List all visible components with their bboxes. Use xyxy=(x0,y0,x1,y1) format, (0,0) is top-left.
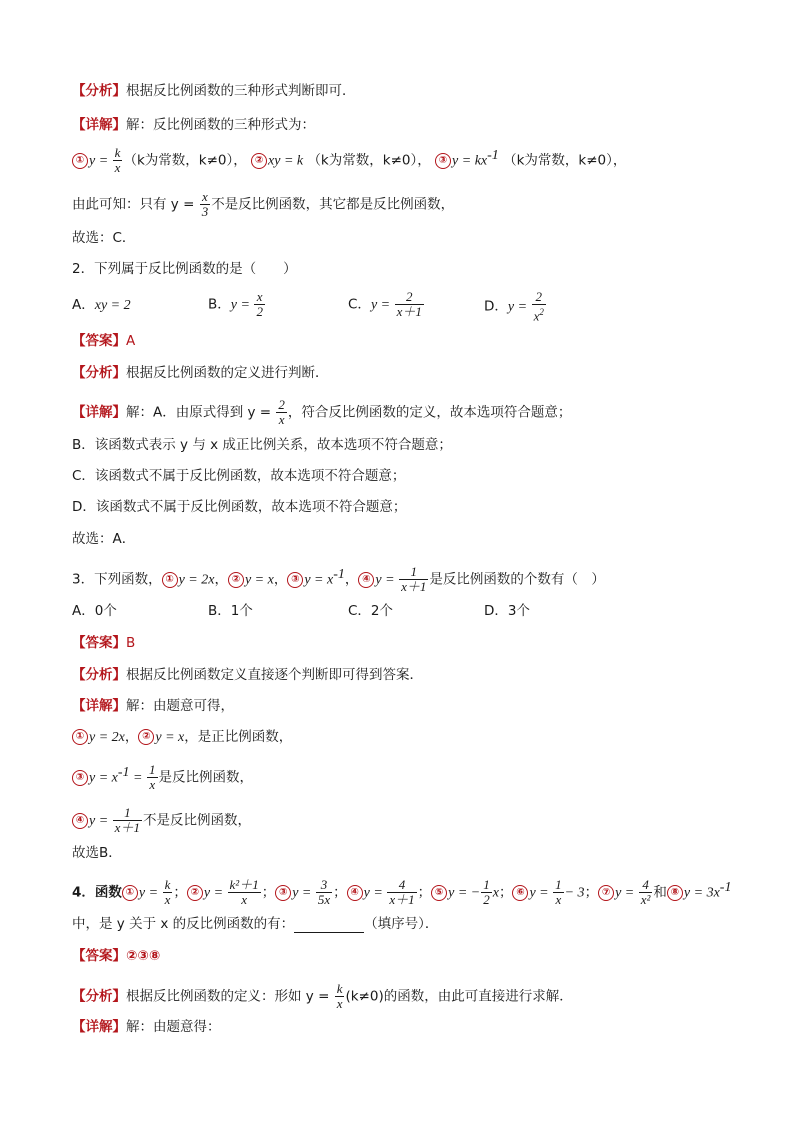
q2-answer: A xyxy=(126,333,136,349)
q3-analysis-line: 【分析】根据反比例函数定义直接逐个判断即可得到答案． xyxy=(72,667,423,683)
q4-stem-line-2: 中，是 y 关于 x 的反比例函数的有： （填序号）． xyxy=(72,916,439,932)
circled-1: ① xyxy=(72,153,88,169)
q2-line-c: C．该函数式不属于反比例函数，故本选项不符合题意； xyxy=(72,468,406,484)
q3-step-2: ③ $y = x^{-1}$ = $\frac{1}{x}$ 是反比例函数， xyxy=(72,763,253,792)
q3-option-a: A．0个 xyxy=(72,603,117,619)
q2-analysis-line: 【分析】根据反比例函数的定义进行判断． xyxy=(72,365,329,381)
detail-line-1: 【详解】解：反比例函数的三种形式为： xyxy=(72,117,315,133)
circled-3: ③ xyxy=(435,153,451,169)
q2-line-b: B．该函数式表示 y 与 x 成正比例关系，故本选项不符合题意； xyxy=(72,437,452,453)
q2-option-d: D．y = $\frac{2}{x^2}$ xyxy=(484,289,544,324)
q3-answer: B xyxy=(126,635,136,651)
q3-option-d: D．3个 xyxy=(484,603,530,619)
analysis-line-1: 【分析】根据反比例函数的三种形式判断即可． xyxy=(72,83,356,99)
analysis-tag: 【分析】 xyxy=(72,83,126,99)
q2-answer-line: 【答案】A xyxy=(72,333,136,349)
q3-options xyxy=(72,602,722,622)
q2-option-a: A．xy = 2 xyxy=(72,297,131,313)
choose-line-1: 故选：C． xyxy=(72,230,136,246)
answer-blank[interactable] xyxy=(294,918,364,933)
q2-option-b: B．y = $\frac{x}{2}$ xyxy=(208,289,263,319)
q2-stem: 2．下列属于反比例函数的是（ ） xyxy=(72,261,297,277)
conclusion-line: 由此可知：只有 y = $\frac{x}{3}$ 不是反比例函数，其它都是反比例函数， xyxy=(72,189,455,219)
q3-stem: 3．下列函数， ① y = 2x， ② y = x， ③ $y = x^{-1}$， ④ y = $\frac{1}{x+1}$ 是反比例函数的个数有（ ） xyxy=(72,564,605,594)
q2-line-d: D．该函数式不属于反比例函数，故本选项不符合题意； xyxy=(72,499,407,515)
q3-choose: 故选B． xyxy=(72,845,122,861)
q2-options xyxy=(72,290,722,326)
q3-option-b: B．1个 xyxy=(208,603,253,619)
q3-detail-line: 【详解】解：由题意可得， xyxy=(72,698,234,714)
fraction: $\frac{k}{x}$ xyxy=(114,145,121,175)
q3-option-c: C．2个 xyxy=(348,603,394,619)
q3-step-3: ④ y = $\frac{1}{x+1}$ 不是反比例函数， xyxy=(72,806,251,835)
q4-analysis-line: 【分析】根据反比例函数的定义：形如 y = $\frac{k}{x}$ (k≠0)的函数，由此可直接进行求解． xyxy=(72,981,573,1011)
fraction: $\frac{x}{3}$ xyxy=(201,189,209,219)
q3-answer-line: 【答案】B xyxy=(72,635,136,651)
q4-detail-line: 【详解】解：由题意得： xyxy=(72,1019,221,1035)
q4-stem-line-1: 4．函数 ① y = $\frac{k}{x}$ ； ② y = $\frac{\text{k²＋1}}{x}$ ； ③ y = $\frac{3}{5x}$ ； ④ y = $\frac{4}{x+1}$ ； ⑤ y = − $\frac{1}{2}$ x； ⑥ y = $\frac{1}{x}$ − 3； ⑦ y = $\frac{4}{\text{x²}}$ 和 ⑧ $y = 3x^{-1}$ xyxy=(72,877,732,907)
q4-answer-line: 【答案】②③⑧ xyxy=(72,948,161,964)
q2-detail-line: 【详解】解：A．由原式得到 y = $\frac{2}{x}$ ，符合反比例函数的定义，故本选项符合题意； xyxy=(72,397,572,427)
three-forms-line: ① y = $\frac{k}{x}$ （k为常数，k≠0）， ② xy = k （k为常数，k≠0）， ③ $y = kx^{-1}$ （k为常数，k≠0）， xyxy=(72,146,626,175)
circled-2: ② xyxy=(251,153,267,169)
detail-tag: 【详解】 xyxy=(72,117,126,133)
q2-choose: 故选：A． xyxy=(72,531,136,547)
q3-step-1: ① y = 2x， ② y = x，是正比例函数， xyxy=(72,728,292,747)
q2-option-c: C．y = $\frac{2}{x+1}$ xyxy=(348,289,422,319)
q4-answer: ②③⑧ xyxy=(126,948,161,964)
fraction: $\frac{2}{x}$ xyxy=(278,397,285,427)
